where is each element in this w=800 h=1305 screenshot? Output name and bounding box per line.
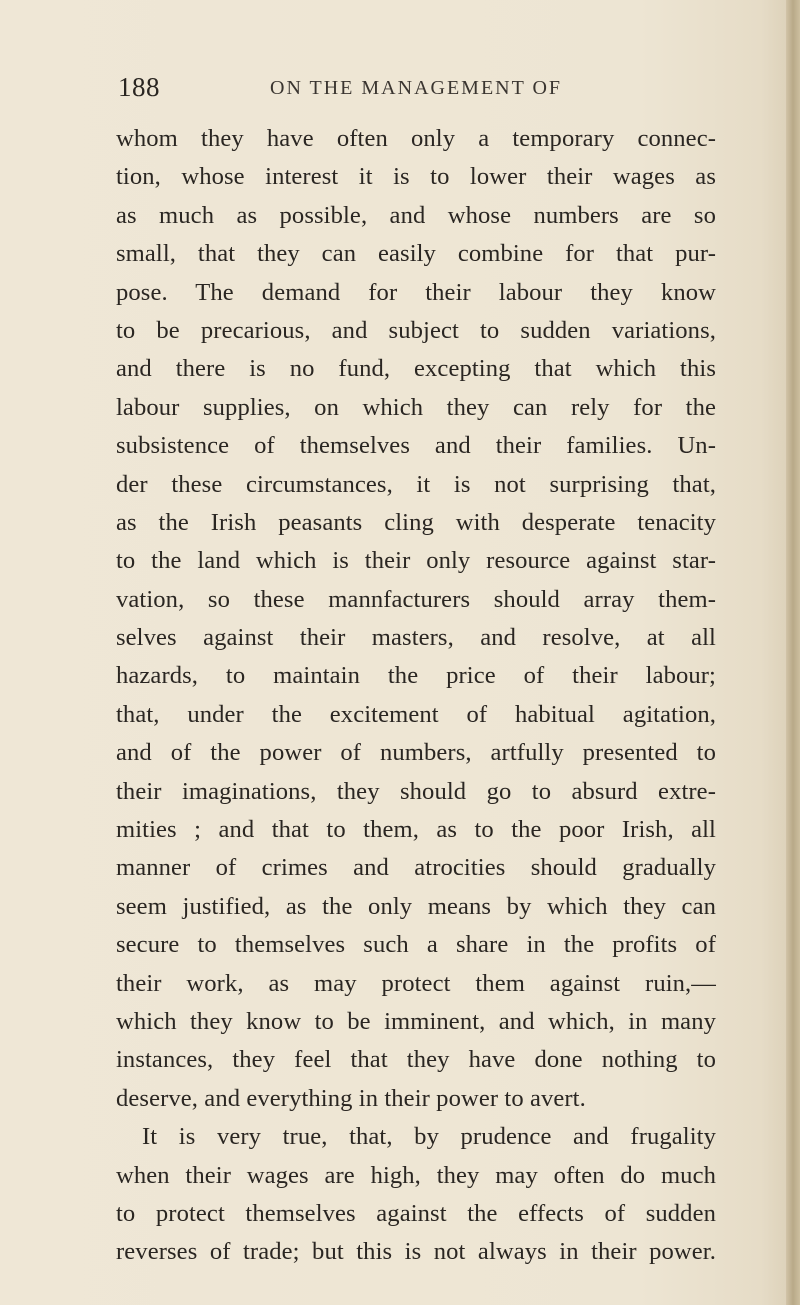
text-line: secure to themselves such a share in the profits of bbox=[116, 931, 716, 959]
text-line: that, under the excitement of habitual agitation, bbox=[116, 700, 716, 728]
text-line: hazards, to maintain the price of their labour; bbox=[116, 662, 716, 690]
text-line: instances, they feel that they have done nothing to bbox=[116, 1046, 716, 1074]
text-line: to protect themselves against the effects of sudden bbox=[116, 1199, 716, 1227]
page-header bbox=[118, 72, 718, 106]
text-line: pose. The demand for their labour they know bbox=[116, 278, 716, 306]
page-edge bbox=[786, 0, 800, 1305]
text-line: tion, whose interest it is to lower their wages as bbox=[116, 163, 716, 191]
text-line: manner of crimes and atrocities should gradually bbox=[116, 854, 716, 882]
text-line: small, that they can easily combine for that pur- bbox=[116, 240, 716, 268]
text-line: deserve, and everything in their power to avert. bbox=[116, 1084, 586, 1112]
text-line: reverses of trade; but this is not always in their power. bbox=[116, 1238, 716, 1266]
page-number: 188 bbox=[118, 72, 160, 102]
text-line: subsistence of themselves and their families. Un- bbox=[116, 432, 716, 460]
text-line: as the Irish peasants cling with desperate tenacity bbox=[116, 508, 716, 536]
text-line: mities ; and that to them, as to the poor Irish, all bbox=[116, 816, 716, 844]
text-line: labour supplies, on which they can rely for the bbox=[116, 393, 716, 421]
text-line: their work, as may protect them against ruin,— bbox=[116, 969, 716, 997]
text-line: their imaginations, they should go to absurd extre- bbox=[116, 777, 716, 805]
text-line: It is very true, that, by prudence and frugality bbox=[142, 1123, 716, 1151]
text-line: der these circumstances, it is not surprising that, bbox=[116, 470, 716, 498]
running-head: ON THE MANAGEMENT OF bbox=[270, 77, 563, 99]
text-line: as much as possible, and whose numbers are so bbox=[116, 201, 716, 229]
text-line: selves against their masters, and resolve, at all bbox=[116, 624, 716, 652]
text-line: vation, so these mannfacturers should array them- bbox=[116, 585, 716, 613]
text-line: to be precarious, and subject to sudden variations, bbox=[116, 316, 716, 344]
text-line: whom they have often only a temporary connec- bbox=[116, 125, 716, 152]
text-line: seem justified, as the only means by which they can bbox=[116, 892, 716, 920]
text-line: when their wages are high, they may often do much bbox=[116, 1161, 716, 1189]
text-line: and there is no fund, excepting that which this bbox=[116, 355, 716, 383]
body-text bbox=[116, 120, 716, 1272]
text-line: to the land which is their only resource against star- bbox=[116, 547, 716, 575]
text-line: and of the power of numbers, artfully presented to bbox=[116, 739, 716, 767]
text-line: which they know to be imminent, and which, in many bbox=[116, 1007, 716, 1035]
